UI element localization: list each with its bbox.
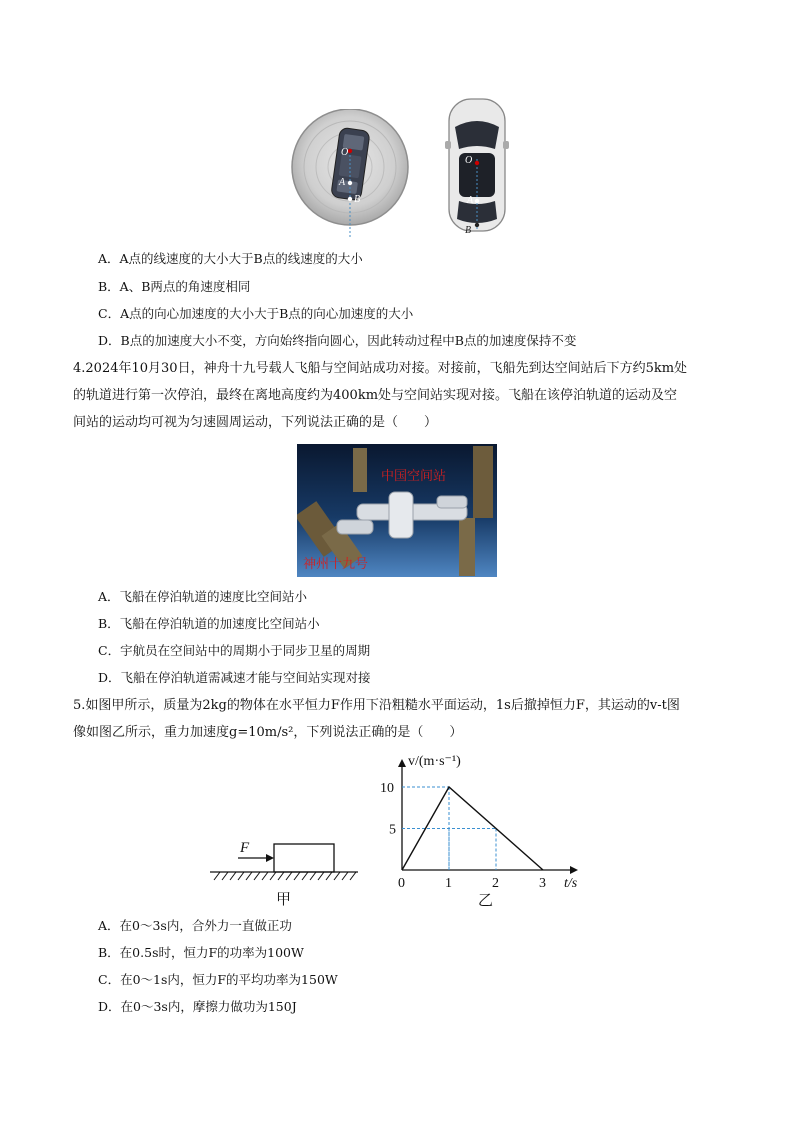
x-axis-label: t/s — [564, 876, 578, 891]
car-figure — [443, 97, 511, 239]
caption-yi: 乙 — [478, 891, 494, 909]
label-b-car: B — [465, 225, 472, 236]
q3-option-a[interactable]: A．A点的线速度的大小大于B点的线速度的大小 — [98, 251, 363, 266]
x-tick-2: 2 — [492, 876, 499, 891]
y-tick-10: 10 — [380, 781, 394, 796]
q5-option-d[interactable]: D．在0～3s内，摩擦力做功为150J — [98, 999, 297, 1014]
q4-option-a[interactable]: A．飞船在停泊轨道的速度比空间站小 — [98, 589, 308, 604]
force-label: F — [240, 840, 250, 856]
q5-stem-line-2: 像如图乙所示，重力加速度g=10m/s²，下列说法正确的是（ ） — [73, 725, 463, 740]
q4-option-c[interactable]: C．宇航员在空间站中的周期小于同步卫星的周期 — [98, 643, 371, 658]
vt-chart — [370, 745, 590, 910]
q4-stem-line-3: 间站的运动均可视为匀速圆周运动，下列说法正确的是（ ） — [73, 415, 438, 430]
turntable-figure — [286, 109, 414, 239]
figure-jia — [208, 836, 364, 910]
x-tick-0: 0 — [398, 876, 405, 891]
x-tick-1: 1 — [445, 876, 452, 891]
q4-option-d[interactable]: D．飞船在停泊轨道需减速才能与空间站实现对接 — [98, 670, 371, 685]
q4-stem-line-1: 4.2024年10月30日，神舟十九号载人飞船与空间站成功对接。对接前，飞船先到达空间站后下方约5km处 — [73, 361, 688, 376]
q5-option-c[interactable]: C．在0～1s内，恒力F的平均功率为150W — [98, 972, 338, 987]
q4-stem-line-2: 的轨道进行第一次停泊，最终在离地高度约为400km处与空间站实现对接。飞船在该停泊轨道的运动及空 — [73, 388, 678, 403]
label-a-car: A — [467, 195, 474, 206]
caption-jia: 甲 — [276, 890, 292, 908]
q5-option-a[interactable]: A．在0～3s内，合外力一直做正功 — [98, 918, 292, 933]
y-axis-label: v/(m·s⁻¹) — [408, 754, 461, 769]
station-label: 中国空间站 — [381, 469, 447, 484]
q3-option-c[interactable]: C．A点的向心加速度的大小大于B点的向心加速度的大小 — [98, 306, 414, 321]
q4-option-b[interactable]: B．飞船在停泊轨道的加速度比空间站小 — [98, 616, 320, 631]
label-a-turntable: A — [339, 177, 346, 188]
label-b-turntable: B — [354, 194, 361, 205]
q3-option-b[interactable]: B．A、B两点的角速度相同 — [98, 279, 251, 294]
ship-label: 神州十九号 — [303, 557, 369, 572]
label-o-turntable: O — [341, 147, 349, 158]
q5-option-b[interactable]: B．在0.5s时，恒力F的功率为100W — [98, 945, 304, 960]
y-tick-5: 5 — [389, 822, 396, 838]
label-o-car: O — [465, 155, 473, 166]
x-tick-3: 3 — [539, 876, 546, 891]
space-station-image — [297, 444, 497, 577]
q3-option-d[interactable]: D．B点的加速度大小不变，方向始终指向圆心，因此转动过程中B点的加速度保持不变 — [98, 333, 577, 348]
q5-stem-line-1: 5.如图甲所示，质量为2kg的物体在水平恒力F作用下沿粗糙水平面运动，1s后撤掉恒力F，其运动的v-t图 — [73, 698, 680, 713]
